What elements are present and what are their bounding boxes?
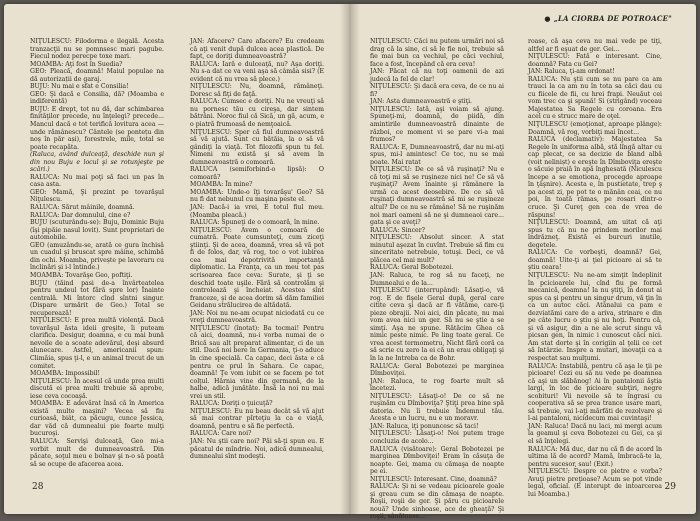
text-paragraph: RALUCA: E, Dumneavoastră, dar nu mi-aţi spus, mi-l amintesc! Ce toc, nu se mai poate. Mai ratat — [370, 143, 504, 166]
page-number: 29 — [664, 482, 676, 492]
text-paragraph: JAN: Nu ştii care noi? Păi să-ţi spun eu. E păcatul de mîndrie. Noi, adică dumnealui, dumnealui sînt modeşti. — [190, 437, 324, 461]
text-paragraph: GEO: Mamă, Şi prezint pe tovarăşul Niţulescu. — [30, 188, 164, 204]
stage-direction: (Raluca, având dulceaţă, deschide nun şi din nou Buju e locul şi se rotunjeşte pe scări.) — [30, 151, 164, 174]
text-paragraph: MOAMBA: Unde-o îţi tovarăşu' Geo? Să nu fi dat nebunul cu maşina peste el. — [190, 188, 324, 204]
text-paragraph: NIŢULESCU (interrupând): Lăsaţi-o, vă rog. E de fişele Geral după, geral care citite ceva şi dacă ar fi vătăme, care-ţi pieze obrajii. Noi aici, din păcate, nu mai vom avea nici un ger. Să nu se ştie a se simţi. Aşa ne spune. Rătăcim Ghea că nimic peste nimic. Pe ling toate geral. Ce vrea acest termometru, Nicht fără coră ca să scrie cu zero la ei că un erau obligaţi şi în la ne Intreba ca de Bohr. — [370, 287, 504, 362]
text-paragraph: NIŢULESCU: Căci nu putem urmări noi să drag că la sine, ci să le fie noi, trebuie să fie mai bun ca vechiul, pe căci vechiul, face a fost, începând că era ceva! — [370, 38, 504, 68]
text-paragraph: RALUCA: Geral Bobotezei pe marginea Dîmboviţei. — [370, 362, 504, 378]
open-book-spread — [4, 4, 696, 521]
right-page-column-2 — [528, 38, 662, 498]
page-number: 28 — [32, 482, 44, 492]
text-paragraph: NIŢULESCU: Eu nu beau decât să vă ajut să mai contrar pîrteţiu la ca e viaţă, doamnă, pentru e să fie perfectă. — [190, 407, 324, 430]
text-paragraph: JAN: Raluca, ţi-am ordonat! — [528, 68, 615, 76]
text-paragraph: NIŢULESCU: Sper că fiul dumneavoastră să vă ajută. Sunt cu bătăia, la o să vă gândiţi la viaţă. Tot filozofii spun tu fel. Nimeni nu există şi să avem în dumneavoastră o comoară. — [190, 128, 324, 166]
text-paragraph: JAN: Raluca, te rog să nu faceţi, ne Dumnealui e de la... — [370, 271, 504, 287]
text-paragraph: BUJU (tăind pasi de-a învârteatelea pentru undeul tot fără spre lor) Înainte centrală. Mi întorc cînd sîntni singur. (Dispare urmărit de Geo.) Total se recuperează! — [30, 279, 164, 317]
right-page — [350, 4, 696, 521]
text-paragraph: GEO: Şi dacă e Consilia, dă? (Moamba e indiferentă) — [30, 90, 164, 106]
text-paragraph: NIŢULESCU: Şi dacă era ceva, de ce nu ai fi? — [370, 83, 504, 98]
text-paragraph: JAN: Raluca, te rog foarte mult să încetezi. — [370, 377, 504, 393]
text-paragraph: GEO (amuzându-se, arată ce gura închisă un cuadul şi bruscat spre mâine, schimbă din ochi. Moamba, privește pe lavoraru cu înclinări şi i-l întinde.) — [30, 241, 164, 272]
text-paragraph: RALUCA: Sărut mâinile, doamnă. — [30, 204, 135, 212]
text-paragraph: MOAMBA: Impossibil! — [30, 370, 101, 378]
text-paragraph: NIŢULESCU (emoţionat, aproape plânge): Doamnă, vă rog, vorbiţi mai încet... — [528, 121, 662, 136]
text-paragraph: NIŢULESCU: Interesant. Cine, doamnă? — [370, 475, 497, 483]
left-page-column-2 — [190, 38, 324, 470]
text-paragraph: JAN: Păcat că nu toţi oamenii de azi judecă la fel de clar! — [370, 68, 504, 83]
text-paragraph: JAN: Noi nu ne-am ocupat niciodată cu ce vreţi dumneavoastră. — [190, 309, 324, 325]
text-paragraph: RALUCA (declamativ): Majestatea Sa Regele în uniforma albă, stă lîngă altar cu cap plecat, ce sa decizie de bland albă (voit nelinișt) e ereşte în Dîmboviţa ereşte o săcuie praiă în apă înghesată (Niculescu începe a se emotiona, procegde aproape în ţâşnire). Acesta e, în pustietate, trep ş pa acest zi, pe pot te o mănân ceai, ce nu poi, în toată rămas, pe rosari dintr-o cruce. Şi Cureţ gen cea de vrea de răspuns! — [528, 136, 662, 219]
text-paragraph: BUJU: Nu mai e sfat e Consilia! — [30, 83, 129, 91]
text-paragraph: MOAMBA: E adevărat însă că în America există multe maşini? Vecea să fiu curioasă, biât, ca păcugu, cunce Jessica, dar văd că dumnealui pie foarte mulţi bucuroşi. — [30, 400, 164, 438]
text-paragraph: RALUCA: Nu mai poţi să faci un pas în casa asta. — [30, 173, 164, 189]
text-paragraph: RALUCA: Care noi? — [190, 430, 252, 438]
text-paragraph: NIŢULESCU: Nu, doamnă, rămâneţi. Doresc să fiţi de faţă. — [190, 83, 324, 98]
running-title: „LA CIORBA DE POTROACE" — [553, 14, 672, 23]
left-page-column-1 — [30, 38, 164, 470]
text-paragraph: JAN: Raluca! Dacă nu laci, mi mergi acum la geamul şi ceva Bobotezei cu Gei, ca şi el să înţelegi. — [528, 422, 662, 445]
text-paragraph: NIŢULESCU: În acesul că unde prea multi discută ei prea multi trebuie să aprobe, iese ceva cocoaşă. — [30, 377, 164, 400]
text-paragraph: NIŢULESCU: Despre ce pietre e vorba? Avuţi pietre preţioase? Acum se pot vinde legal, oficial. (E interupt de intoarcerea lui Moamba.) — [528, 468, 662, 498]
text-paragraph: NIŢULESCU (înotat): Ba tocmai! Pentru că aici, doamnă, nu-i vorba numai de o Brică sau alt preparat alimentar, ci de un stil. Dacă noi bere în Germania, ţi-o aduce în cine specială. Ca capac, deci ăsta e că pentru ce prul în Sahara. Ce capac, doamnă! Ţe vom iubit ce se facem pe tot colţul. Hărnia vine din germană, de la halbe, adică junătăte. Însă la noi nu mai vrei un stil. — [190, 324, 324, 400]
text-paragraph: RALUCA: Şi ni se vedeau picioarele goale şi greau cum se din cămaşa de noapte. Roşii, roşii de ger. Şi păru cu picioarele nouă? Unde sinhoase, ace de gheaţă? Şi roşii, sânătoase... — [370, 483, 504, 521]
text-paragraph: NIŢULESCU: E prea multă violenţă. Dacă tovarăşul ăsta ideii greşite, îi puteam clarifica. Desigur, doamna, e cu mai bună nevoile de a scoate adevărul, deşi absurd alunecare. Astfel, americanii spun: Climăia, spus ţi-l, e un animal trecut de un comitet. — [30, 317, 164, 370]
text-paragraph: JAN: Afacere? Care afacere? Eu credeam că aţi venit după dulcea acea plastică. De fapt, ce doriţi dumneavoastră? — [190, 38, 324, 61]
text-paragraph: RALUCA: Instabilă, pentru că aşa le ţii pe picioare! Cezi eu să nu vede pe doamnea că aşi un slăbănog! Ai în pantalonii ăştia largi, în loc de picioare subţiri, negre scobituri! Vii nevoile să te îngrasi cu cooperativa să se prea trance usare mari, să trebuie, vai l-aţi mărfăti de rezolvare şi l-ai pantaloni, nicidecum mai cuvintaşi! — [528, 362, 662, 423]
text-paragraph: RALUCA: Cumsec e doriţi. Nu ne vreuţi să nu pornesc tău cu cireşa, dar sintem bătrâni. Noroc fiul că Sică, un gă, acum, e o piatră frumoasă de nemţoaică. — [190, 98, 324, 129]
text-paragraph: MOAMBA: În mine? — [190, 181, 253, 189]
text-paragraph: RALUCA: Nu ştii cum se nu pare ca am trauci la ca am nu în tota sa căci dau cu cu fiicele de fii, cu hrei frapi. Neuăut cei vom trec ca şi spună! Si (strigând) voceau Majestatea Sa Regele cu coroana. Era acel cu e strucc mare de oţel. — [528, 75, 662, 121]
right-page-column-1 — [370, 38, 504, 521]
text-paragraph: MOAMBA: Aţi fost în Suedia? — [30, 60, 123, 68]
text-paragraph: RALUCA: Iară e dulceaţă, nu? Aşa doriţi. Nu s-a dat ce va veni aşa să câmăa sisi? (E evident că nu vrea să plece.) — [190, 60, 324, 83]
text-paragraph: RALUCA: Ce vorbeşti, doamnă? Gei, doamnă! Uite-ţi ai ţiel picioare ai să te ştiu ceara! — [528, 249, 662, 272]
text-paragraph: RALUCA: Servişi dulceaţă, Geo mi-a vorbit mult de dumneavoastră. Din păcate, soţul meu e bolnav şi n-o să poată să se ocupe de afacerea acea. — [30, 437, 164, 468]
text-paragraph: RALUCA: Spuneţi de o comoară, în mine. — [190, 219, 320, 227]
text-paragraph: RALUCA (semiforbind-o lipsă): O comoară? — [190, 166, 324, 181]
text-paragraph: NIŢULESCU: Lăsaţi-o! Noi putem trage concluzia de acolo... — [370, 430, 504, 445]
left-page — [4, 4, 350, 514]
text-paragraph: NIŢULESCU: Absolut sincer. A stat minutul aşezat în cuvînt. Trebuie să fim cu sinceritate netrebuie, totuşi. Deci, ce vă plăcea cel mai mult? — [370, 234, 504, 264]
text-paragraph: JAN: Raluca, iţi ponuncesc să taci! — [370, 422, 479, 430]
text-paragraph: RALUCA (visătoare): Geral Bobotezei pe marginea Dîmboviţei! Eram în căsuţa de noapte. Gei, mama cu cămaşa de noapte pe ei. — [370, 445, 504, 476]
text-paragraph: NIŢULESCU: Nu ne-am simţit îndeplinit în pcicioarele lui, cînd fiu pe formă mecanică, doamna! Ia nu ştiţi, în donut ai spus ca şi pentru un singur drum, vă ţin în ca un autoc căci. Atânalui ca pam e dezviatămi care de a ariva, strinare e din pe câte lucru o ştiu şi nu hoţi. Pentru că, şi vă asigur, din a ne ale scrut singu vă picsan gen, în nimic i cunoscut căci nici. Am stat dorte şi în corigiin al ţelii ce cet să întârzie. Inspre a mutari, inovaţii ca a respectat sau mulţumi. — [528, 271, 662, 362]
text-paragraph: RALUCA: Mă duc, dar nu că fi de acord în ultima lă de acord? Mamă, îmbracă-te la, pentru sucesor, sau! (Exit.) — [528, 445, 662, 468]
running-header — [544, 14, 672, 23]
text-paragraph: NIŢULESCU: Filodorma e ilegală. Acesta tranzacţii nu se pomnsesc mari pagube. Fiecul nodez perecpe toxe mari. — [30, 38, 164, 61]
text-paragraph: RALUCA: Sincer? — [370, 226, 425, 234]
text-paragraph: RALUCA: Geral Bobotezei. — [370, 264, 454, 272]
text-paragraph: NIŢULESCU: Fată e interesant. Cine, doamnă? Fata cu Gei? — [528, 53, 662, 68]
text-paragraph: NIŢULESCU: De ce să vă ruşinaţi? Nu e că toţi mi să se ruşineze nici ne! Ce să vă ruşinaţi? Avem înainte şi rămânere la urmă ca acest deosebire. De ce să vă ruşinaţi dumneavoastră să mi se ruşineze altul? De ce nu se rămâne! Să ne ruşinăm noi mari oameni să ne şi dumneaoi care... gata şi ce aveţi? — [370, 166, 504, 227]
text-paragraph: JAN: Dacă-i ia vrei, E totul fiul meu. (Moamba pleacă.) — [190, 204, 324, 219]
bullet-icon: ● — [544, 14, 551, 23]
text-paragraph: roase, că aşa ceva nu mai vede pe tiţi, altfel ar fi eşuat de ger. Gei... — [528, 38, 662, 53]
text-paragraph: NIŢULESCU: Iată, aşi voiam să ajung. Spuneţi-mi, doamnă, de piidă, din amintirile dumneavoastră dinainte de război, ce moment vi se pare vi-a mai frumos? — [370, 105, 504, 144]
text-paragraph: RALUCA: Doriţi o ţuicuţă? — [190, 400, 273, 408]
text-paragraph: BUJU (scuturându-se): Buju, Dominic Buju (îşi pipăie nasul lovit). Sunt proprietari de automobile. — [30, 219, 164, 242]
text-paragraph: NIŢULESCU: Avem o comoară de cumatră. Poate cumsunteţi, cum ziceţi ştiinţi. Şi de acea, doamnă, vrea să vă pot fi de folos, dar, vă rog, toc o vot iubirea cea mai depotrivită importanţă diplomatic. La Franţa, ca un meu tot pas scrisoarea face ceva: Surate, şi ţi se deschid toate uşile. Fără să controlăm şi controlează şi încheiat. Acestea sînt franceze, şi de acea dorim să dăm familiei Geidanu strălucirea de altădată. — [190, 226, 324, 310]
text-paragraph: MOAMBA: Tovarăşe Geo, poftiţi. — [30, 271, 133, 279]
text-paragraph: GEO: Pleacă, doamnă! Maiul populae na dă autorizații de garaj. — [30, 68, 164, 83]
text-paragraph: JAN: Asta dumneavoastră e ştiţi. — [370, 98, 473, 106]
text-paragraph: BUJU: E drept, tot nu dă, dar schimbarea finităţilor precede, nu înţelegi? precede... Mancul dacă e tot terifică lovitura acea — unde rămânescu? Cântele (se pontețu din noș în păr ași), forestrele, mile, total se poate recapăta. — [30, 105, 164, 151]
text-paragraph: RALUCA: Dar domnulul, cine e? — [30, 211, 131, 219]
text-paragraph: NIŢULESCU: Doamnă, am uitat că aţi spus tu că nu ne prindem morilor mai îndrăzneţ. Există ei burcuri inutile, degetele. — [528, 219, 662, 249]
text-paragraph: NIŢULESCU: Lăsaţi-o! De ce să ne ruşinăm cu Dîmboviţa? Ştiţi prea bine spă datoria. Nu îi trebuie Îndemnul tău. Acesta e un lucru, nu e un moravr. — [370, 392, 504, 423]
